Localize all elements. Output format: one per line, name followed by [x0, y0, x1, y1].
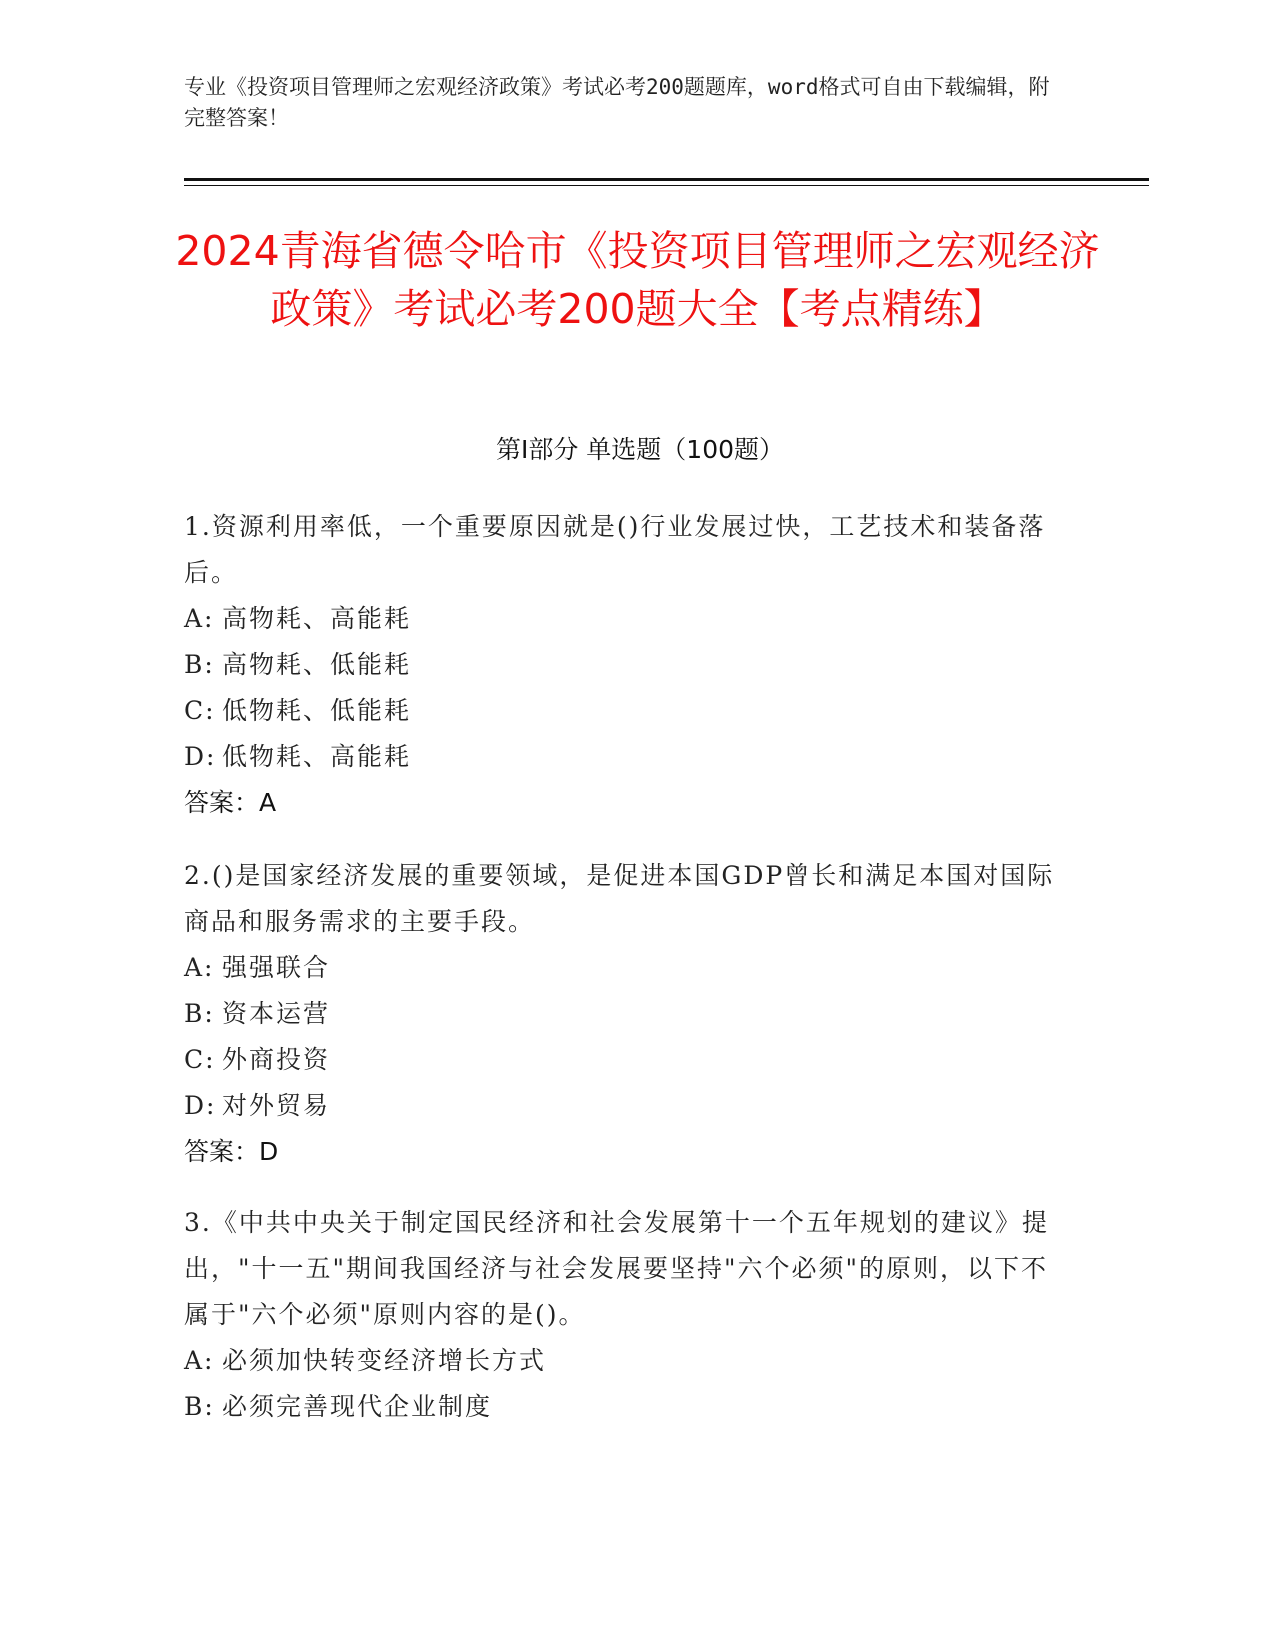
header-divider-thin	[184, 185, 1149, 186]
option-a	[184, 1338, 1064, 1384]
option-text: 外商投资	[222, 1045, 331, 1074]
header-divider-thick	[184, 178, 1149, 181]
option-letter: A:	[184, 604, 215, 633]
question-stem: 3.《中共中央关于制定国民经济和社会发展第十一个五年规划的建议》提出，"十一五"期间我国经济与社会发展要坚持"六个必须"的原则，以下不属于"六个必须"原则内容的是()。	[184, 1208, 1049, 1329]
option-d	[184, 1083, 1064, 1129]
option-letter: B:	[184, 650, 215, 679]
option-letter: A:	[184, 1346, 215, 1375]
option-text: 强强联合	[222, 953, 331, 982]
question-1	[184, 504, 1064, 826]
option-text: 必须完善现代企业制度	[222, 1392, 493, 1421]
option-letter: A:	[184, 953, 215, 982]
option-text: 对外贸易	[222, 1091, 331, 1120]
answer-line: 答案：A	[184, 788, 277, 817]
header-note: 专业《投资项目管理师之宏观经济政策》考试必考200题题库，word格式可自由下载编辑，附完整答案！	[184, 75, 1050, 130]
option-b	[184, 991, 1064, 1037]
option-letter: D:	[184, 742, 217, 771]
document-title: 2024青海省德令哈市《投资项目管理师之宏观经济政策》考试必考200题大全【考点精练】	[175, 227, 1100, 333]
option-c	[184, 1037, 1064, 1083]
option-d	[184, 734, 1064, 780]
option-text: 低物耗、高能耗	[222, 742, 412, 771]
option-text: 资本运营	[222, 999, 331, 1028]
option-letter: B:	[184, 1392, 215, 1421]
question-3	[184, 1200, 1064, 1430]
question-stem: 2.()是国家经济发展的重要领域，是促进本国GDP曾长和满足本国对国际商品和服务需求的主要手段。	[184, 861, 1055, 936]
option-c	[184, 688, 1064, 734]
section-heading: 第I部分 单选题（100题）	[495, 435, 785, 464]
option-a	[184, 596, 1064, 642]
option-text: 必须加快转变经济增长方式	[222, 1346, 547, 1375]
option-b	[184, 1384, 1064, 1430]
question-2	[184, 853, 1064, 1175]
option-letter: D:	[184, 1091, 217, 1120]
question-stem: 1.资源利用率低，一个重要原因就是()行业发展过快，工艺技术和装备落后。	[184, 512, 1046, 587]
option-letter: C:	[184, 696, 216, 725]
option-letter: C:	[184, 1045, 216, 1074]
option-text: 高物耗、低能耗	[222, 650, 412, 679]
option-b	[184, 642, 1064, 688]
option-letter: B:	[184, 999, 215, 1028]
option-text: 高物耗、高能耗	[222, 604, 412, 633]
option-text: 低物耗、低能耗	[222, 696, 412, 725]
option-a	[184, 945, 1064, 991]
answer-line: 答案：D	[184, 1137, 279, 1166]
